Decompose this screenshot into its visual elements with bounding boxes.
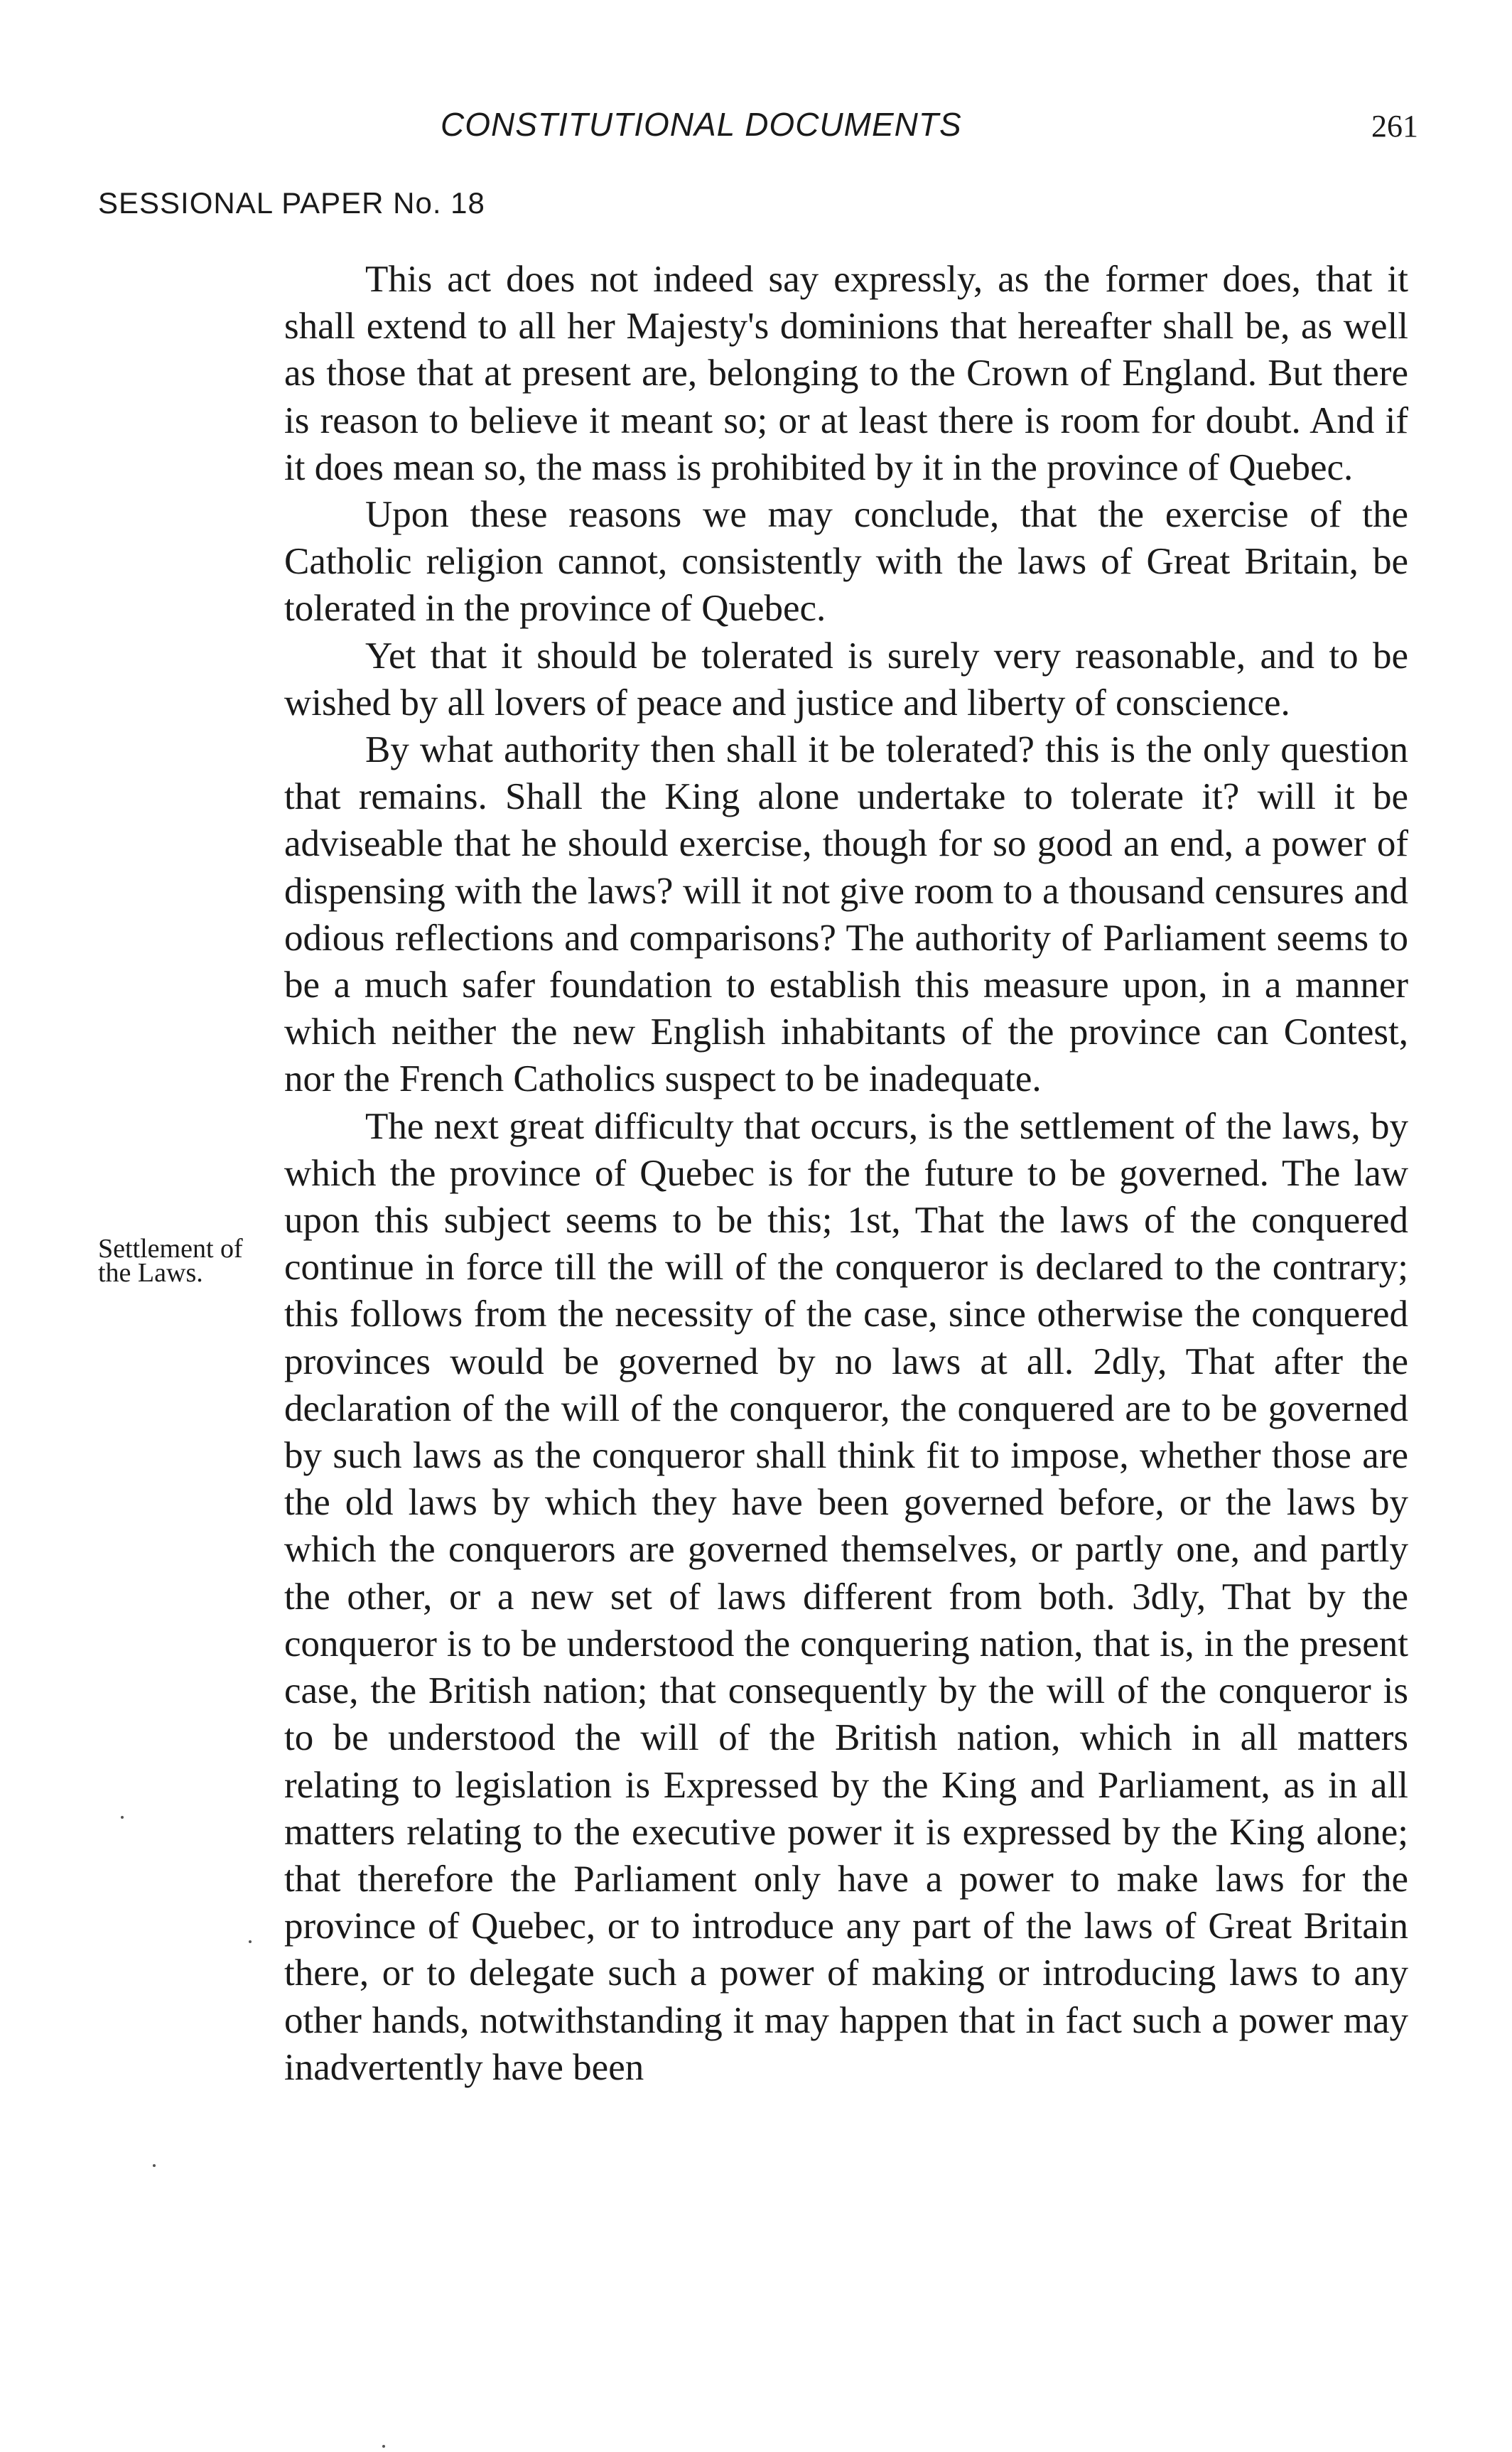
page-number: 261 bbox=[1371, 109, 1418, 144]
paragraph: The next great difficulty that occurs, is the settlement of the laws, by which the province of Quebec is for the future to be governed. The law upon this subject seems to be this; 1st, That the laws of the conquered continue in force till the will of the conqueror is declared to the contrary; this follows from the necessity of the case, since otherwise the conquered provinces would be governed by no laws at all. 2dly, That after the declaration of the will of the conqueror, the conquered are to be governed by such laws as the conqueror shall think fit to impose, whether those are the old laws by which they have been governed before, or the laws by which the conquerors are governed themselves, or partly one, and partly the other, or a new set of laws different from both. 3dly, That by the conqueror is to be understood the conquering nation, that is, in the present case, the British nation; that consequently by the will of the conqueror is to be understood the will of the British nation, which in all matters relating to legislation is Expressed by the King and Parliament, as in all matters relating to the executive power it is expressed by the King alone; that therefore the Parliament only have a power to make laws for the province of Quebec, or to introduce any part of the laws of Great Britain there, or to delegate such a power of making or introducing laws to any other hands, notwithstanding it may happen that in fact such a power may inadvertently have been bbox=[284, 1105, 1408, 2088]
paragraph: By what authority then shall it be tolerated? this is the only question that remains. Shall the King alone undertake to tolerate it? will it be adviseable that he should exercise, though for so good an end, a power of dispensing with the laws? will it not give room to a thousand censures and odious reflections and comparisons? The authority of Parliament seems to be a much safer foundation to establish this measure upon, in a manner which neither the new English inhabitants of the province can Contest, nor the French Catholics suspect to be inadequate. bbox=[284, 729, 1408, 1100]
body-text bbox=[284, 256, 1408, 2091]
paragraph: Yet that it should be tolerated is surely very reasonable, and to be wished by all lovers of peace and justice and liberty of conscience. bbox=[284, 635, 1408, 724]
sessional-paper-label: SESSIONAL PAPER No. 18 bbox=[98, 186, 485, 220]
paragraph: Upon these reasons we may conclude, that the exercise of the Catholic religion cannot, consistently with the laws of Great Britain, be tolerated in the province of Quebec. bbox=[284, 494, 1408, 630]
print-speck bbox=[153, 2164, 156, 2167]
print-speck bbox=[382, 2445, 385, 2448]
running-title: CONSTITUTIONAL DOCUMENTS bbox=[441, 106, 962, 143]
print-speck bbox=[249, 1940, 252, 1943]
marginal-note: Settlement of the Laws. bbox=[98, 1234, 243, 1288]
print-speck bbox=[121, 1816, 124, 1819]
paragraph: This act does not indeed say expressly, as the former does, that it shall extend to all her Majesty's dominions that hereafter shall be, as well as those that at present are, belonging to the Crown of England. But there is reason to believe it meant so; or at least there is room for doubt. And if it does mean so, the mass is prohibited by it in the province of Quebec. bbox=[284, 259, 1408, 488]
